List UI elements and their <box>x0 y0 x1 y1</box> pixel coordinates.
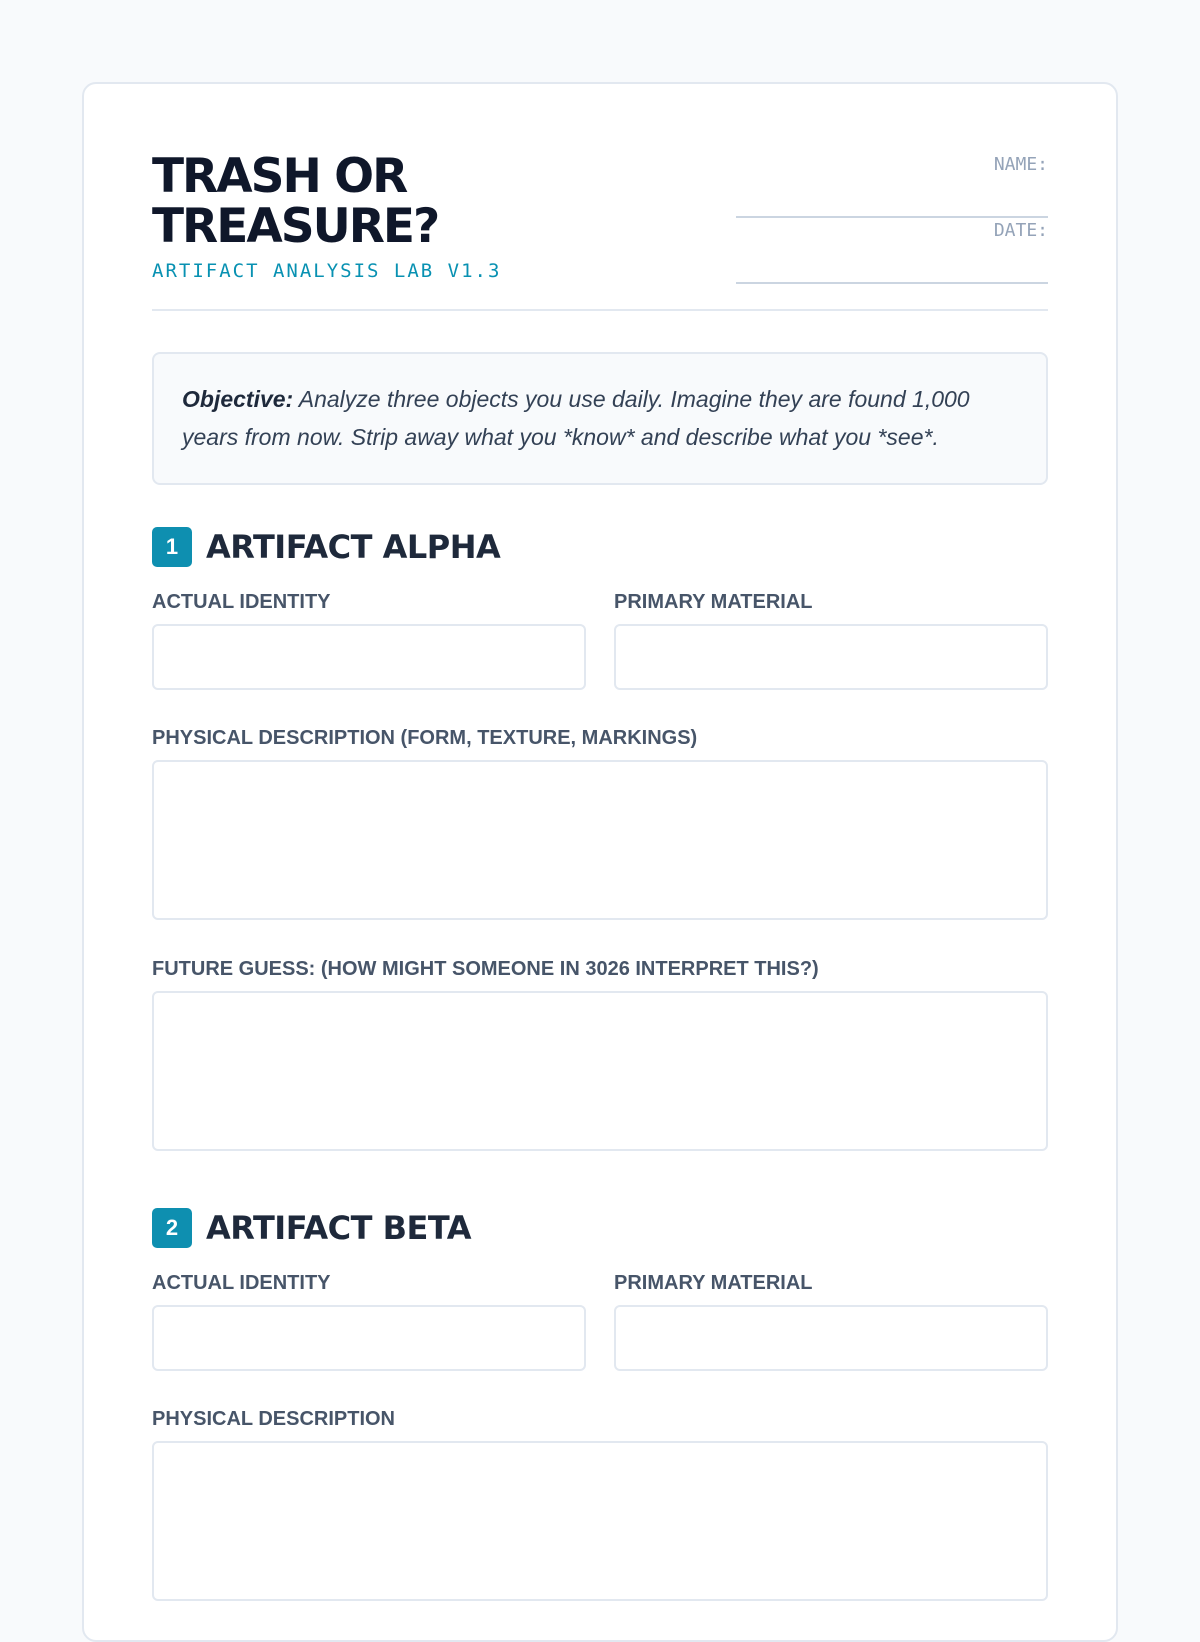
alpha-description-textarea[interactable] <box>152 760 1048 920</box>
section-number-badge: 1 <box>152 527 192 567</box>
alpha-guess-block <box>152 958 1048 1151</box>
beta-identity-input[interactable] <box>152 1305 586 1371</box>
objective-text: Analyze three objects you use daily. Imagine they are found 1,000 years from now. Strip away what you *know* and describe what you *see*. <box>182 386 970 450</box>
identity-label: ACTUAL IDENTITY <box>152 591 331 613</box>
future-guess-label: FUTURE GUESS: (HOW MIGHT SOMEONE IN 3026 INTERPRET THIS?) <box>152 958 819 980</box>
alpha-identity-input[interactable] <box>152 624 586 690</box>
description-label: PHYSICAL DESCRIPTION <box>152 1408 395 1430</box>
beta-description-textarea[interactable] <box>152 1441 1048 1601</box>
date-label: DATE: <box>993 220 1048 241</box>
section-number-badge: 2 <box>152 1208 192 1248</box>
alpha-future-guess-textarea[interactable] <box>152 991 1048 1151</box>
worksheet-card <box>82 82 1118 1642</box>
objective-lead: Objective: <box>182 386 294 412</box>
alpha-identity-row <box>152 591 1048 690</box>
material-label: PRIMARY MATERIAL <box>614 591 813 613</box>
date-field[interactable] <box>736 218 1048 284</box>
alpha-description-block <box>152 727 1048 920</box>
name-field[interactable] <box>736 152 1048 218</box>
section-alpha-header <box>152 525 1048 569</box>
section-title: ARTIFACT BETA <box>206 1209 471 1247</box>
name-label: NAME: <box>993 154 1048 175</box>
beta-material-input[interactable] <box>614 1305 1048 1371</box>
identity-label: ACTUAL IDENTITY <box>152 1272 331 1294</box>
material-label: PRIMARY MATERIAL <box>614 1272 813 1294</box>
alpha-material-input[interactable] <box>614 624 1048 690</box>
worksheet-header <box>152 149 1048 311</box>
beta-identity-row <box>152 1272 1048 1371</box>
section-title: ARTIFACT ALPHA <box>206 528 501 566</box>
objective-box <box>152 352 1048 485</box>
page-subtitle: ARTIFACT ANALYSIS LAB V1.3 <box>152 260 502 282</box>
section-beta-header <box>152 1206 1048 1250</box>
beta-description-block <box>152 1408 1048 1601</box>
page-title: TRASH OR TREASURE? <box>152 149 439 254</box>
student-meta <box>736 152 1048 284</box>
description-label: PHYSICAL DESCRIPTION (FORM, TEXTURE, MARKINGS) <box>152 727 698 749</box>
